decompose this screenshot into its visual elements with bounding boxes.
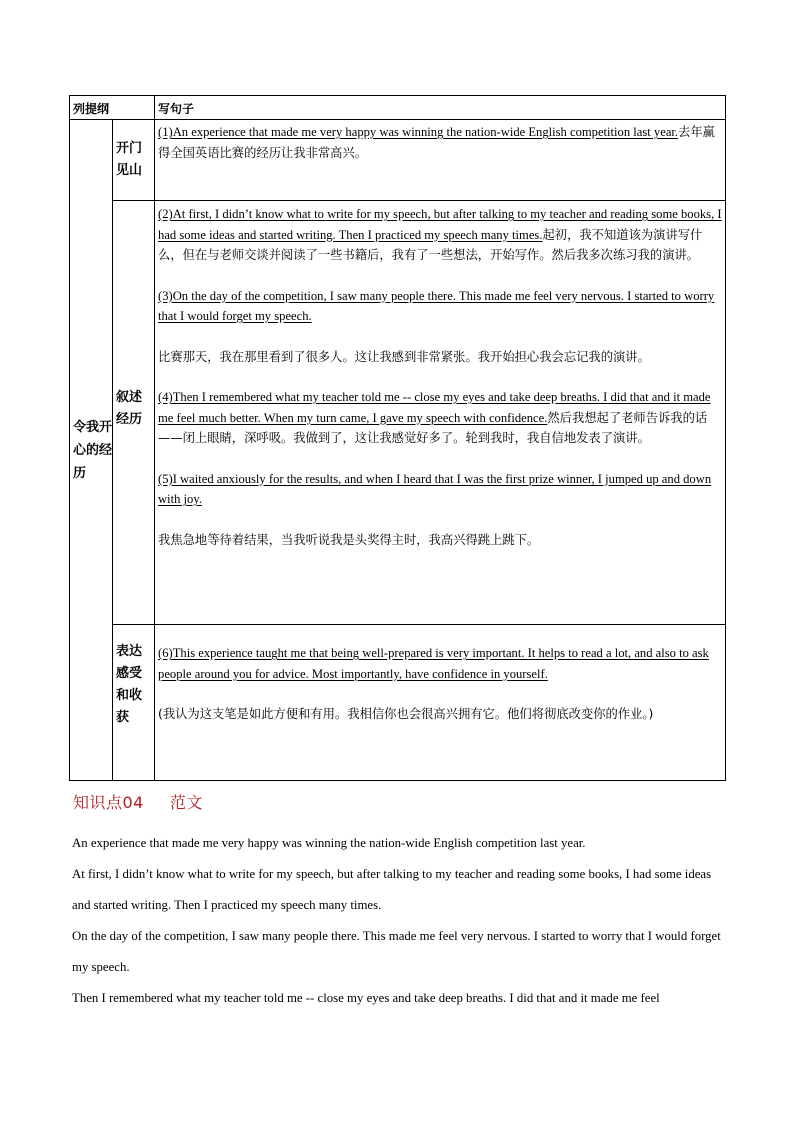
sentence-item: (6)This experience taught me that being well-prepared is very important. It helps to read a lot, and also to ask people around you for advice. Most importantly, have confidence in yourself. <box>158 646 709 681</box>
header-outline-cell: 列提纲 <box>70 96 155 120</box>
section-row-narrative <box>70 201 726 625</box>
essay-paragraph: On the day of the competition, I saw many people there. This made me feel very nervous. I started to worry that I would forget my speech. <box>72 929 721 974</box>
section-content-reflection <box>155 625 726 781</box>
essay-paragraph: At first, I didn’t know what to write for my speech, but after talking to my teacher and reading some books, I had some ideas and started writing. Then I practiced my speech many times. <box>72 867 712 912</box>
section-label-opening: 开门见山 <box>113 120 155 201</box>
section-row-opening <box>70 120 726 201</box>
sentence-translation: (我认为这支笔是如此方便和有用。我相信你也会很高兴拥有它。他们将彻底改变你的作业。) <box>158 707 654 721</box>
essay-paragraph: Then I remembered what my teacher told me -- close my eyes and take deep breaths. I did that and it made me feel <box>72 991 660 1005</box>
sentence-item: (4)Then I remembered what my teacher told me -- close my eyes and take deep breaths. I did that and it made me feel much better. When my turn came, I gave my speech with confidence.然后我想起了老师告诉我的话——闭上眼睛，深呼吸。我做到了，这让我感觉好多了。轮到我时，我自信地发表了演讲。 <box>158 390 711 445</box>
table-header-row <box>70 96 726 120</box>
sentence-translation: 比赛那天，我在那里看到了很多人。这让我感到非常紧张。我开始担心我会忘记我的演讲。 <box>158 349 650 364</box>
section-label-narrative: 叙述经历 <box>113 201 155 625</box>
sentence-item: (3)On the day of the competition, I saw many people there. This made me feel very nervous. I started to worry that I would forget my speech. <box>158 288 715 323</box>
outline-table <box>69 95 726 781</box>
knowledge-point-title: 范文 <box>169 793 203 812</box>
section-content-narrative <box>155 201 726 625</box>
sentence-translation: 我焦急地等待着结果，当我听说我是头奖得主时，我高兴得跳上跳下。 <box>158 532 540 547</box>
knowledge-point-label: 知识点04 <box>73 793 144 812</box>
essay-paragraph: An experience that made me very happy was winning the nation-wide English competition last year. <box>72 836 586 850</box>
header-sentences-cell: 写句子 <box>155 96 726 120</box>
sentence-item: (2)At first, I didn’t know what to write for my speech, but after talking to my teacher and reading some books, I had some ideas and started writing. Then I practiced my speech many times.起初，我不知道该为演讲写什么，但在与老师交谈并阅读了一些书籍后，我有了一些想法，开始写作。然后我多次练习我的演讲。 <box>158 207 722 262</box>
knowledge-point-heading <box>73 790 229 813</box>
section-row-reflection <box>70 625 726 781</box>
model-essay <box>72 828 722 1014</box>
sentence-item: (1)An experience that made me very happy was winning the nation-wide English competition last year.去年赢得全国英语比赛的经历让我非常高兴。 <box>158 125 715 160</box>
section-label-reflection: 表达感受和收获 <box>113 625 155 781</box>
topic-cell: 令我开心的经历 <box>70 120 113 781</box>
section-content-opening <box>155 120 726 201</box>
sentence-item: (5)I waited anxiously for the results, and when I heard that I was the first prize winner, I jumped up and down with joy. <box>158 471 712 506</box>
